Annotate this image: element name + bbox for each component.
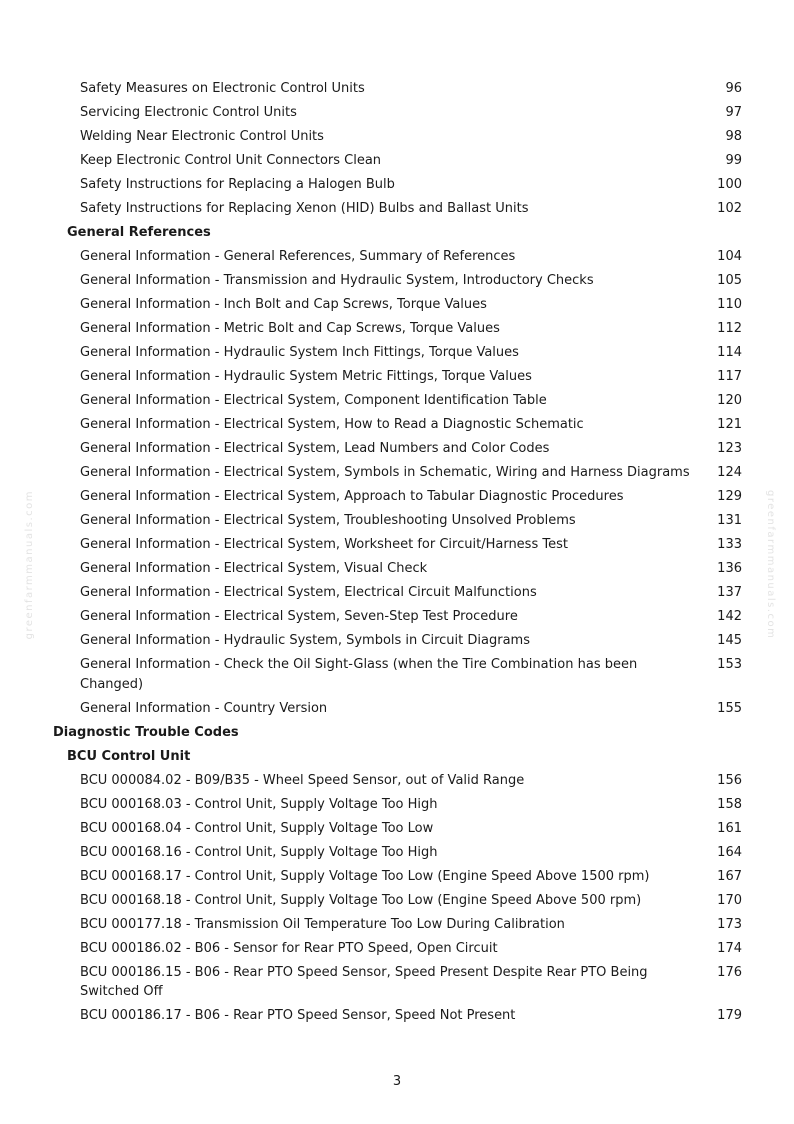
toc-entry-page: 176: [717, 964, 742, 980]
toc-entry-page: 104: [717, 249, 742, 264]
toc-entry[interactable]: [0, 697, 794, 721]
toc-entry-title: General Information - Transmission and Hydraulic System, Introductory Checks: [80, 273, 594, 288]
toc-entry[interactable]: [0, 77, 794, 101]
toc-entry[interactable]: [0, 125, 794, 149]
toc-entry-page: 156: [717, 772, 742, 788]
toc-entry[interactable]: [0, 461, 794, 485]
toc-entry[interactable]: [0, 913, 794, 937]
toc-entry-title: Safety Measures on Electronic Control Units: [80, 81, 365, 96]
toc-entry-title: Keep Electronic Control Unit Connectors Clean: [80, 153, 382, 168]
toc-entry-page: 145: [717, 633, 742, 648]
toc-entry-title: BCU 000168.04 - Control Unit, Supply Voltage Too Low: [80, 820, 434, 836]
toc-entry-title: BCU 000186.15 - B06 - Rear PTO Speed Sensor, Speed Present Despite Rear PTO Being Switched Off: [80, 964, 648, 999]
toc-entry-page: 153: [717, 657, 742, 672]
toc-entry-title: BCU 000186.17 - B06 - Rear PTO Speed Sensor, Speed Not Present: [80, 1008, 516, 1023]
toc-entry-title: BCU 000177.18 - Transmission Oil Temperature Too Low During Calibration: [80, 916, 565, 932]
toc-entry-page: 100: [717, 177, 742, 192]
toc-entry-page: 97: [725, 105, 742, 120]
toc-entry-page: 117: [717, 369, 742, 384]
toc-entry-page: 105: [717, 273, 742, 288]
toc-entry-title: General Information - Electrical System, Electrical Circuit Malfunctions: [80, 585, 537, 600]
toc-entry-page: 136: [717, 561, 742, 576]
toc-entry-title: General Information - Electrical System, Troubleshooting Unsolved Problems: [80, 513, 576, 528]
toc-entry[interactable]: [0, 509, 794, 533]
toc-entry[interactable]: [0, 173, 794, 197]
watermark-right: greenfarmmanuals.com: [765, 490, 776, 640]
toc-entry-page: 102: [717, 201, 742, 216]
toc-heading-title: General References: [67, 225, 211, 240]
toc-heading: [0, 721, 794, 745]
toc-entry-title: General Information - Hydraulic System, Symbols in Circuit Diagrams: [80, 633, 530, 648]
toc-entry-title: Welding Near Electronic Control Units: [80, 129, 324, 144]
toc-entry-title: General Information - Electrical System, How to Read a Diagnostic Schematic: [80, 417, 584, 432]
toc-entry-title: Safety Instructions for Replacing Xenon (HID) Bulbs and Ballast Units: [80, 201, 529, 216]
toc-entry[interactable]: [0, 889, 794, 913]
toc-entry-page: 173: [717, 916, 742, 932]
toc-entry[interactable]: [0, 149, 794, 173]
toc-entry-page: 131: [717, 513, 742, 528]
toc-entry[interactable]: [0, 629, 794, 653]
toc-entry-page: 121: [717, 417, 742, 432]
watermark-left: greenfarmmanuals.com: [24, 490, 35, 640]
toc-entry-title: General Information - Inch Bolt and Cap Screws, Torque Values: [80, 297, 487, 312]
toc-entry-title: General Information - Check the Oil Sight-Glass (when the Tire Combination has been Changed): [80, 657, 638, 692]
toc-entry-title: General Information - General References, Summary of References: [80, 249, 516, 264]
toc-entry-title: Servicing Electronic Control Units: [80, 105, 297, 120]
toc-entry[interactable]: [0, 413, 794, 437]
toc-entry-page: 158: [717, 796, 742, 812]
toc-entry-title: BCU 000186.02 - B06 - Sensor for Rear PTO Speed, Open Circuit: [80, 940, 498, 956]
toc-entry[interactable]: [0, 245, 794, 269]
toc-heading-title: Diagnostic Trouble Codes: [53, 724, 239, 740]
toc-heading: [0, 221, 794, 245]
toc-entry[interactable]: [0, 653, 794, 697]
toc-entry-page: 174: [717, 940, 742, 956]
toc-entry[interactable]: [0, 269, 794, 293]
toc-entry-page: 133: [717, 537, 742, 552]
toc-entry-page: 120: [717, 393, 742, 408]
toc-entry-title: General Information - Electrical System, Approach to Tabular Diagnostic Procedures: [80, 489, 624, 504]
toc-entry[interactable]: [0, 365, 794, 389]
table-of-contents: [0, 77, 794, 1028]
toc-entry[interactable]: [0, 605, 794, 629]
toc-entry-title: General Information - Electrical System, Seven-Step Test Procedure: [80, 609, 518, 624]
toc-entry-page: 164: [717, 844, 742, 860]
toc-entry-page: 142: [717, 609, 742, 624]
toc-entry-page: 170: [717, 892, 742, 908]
toc-entry[interactable]: [0, 557, 794, 581]
toc-entry-title: BCU 000168.17 - Control Unit, Supply Voltage Too Low (Engine Speed Above 1500 rpm): [80, 868, 650, 884]
toc-entry-page: 96: [725, 81, 742, 96]
toc-entry[interactable]: [0, 485, 794, 509]
toc-entry-page: 123: [717, 441, 742, 456]
toc-entry[interactable]: [0, 101, 794, 125]
toc-heading: [0, 745, 794, 769]
toc-entry-page: 137: [717, 585, 742, 600]
toc-entry[interactable]: [0, 317, 794, 341]
toc-entry[interactable]: [0, 389, 794, 413]
toc-entry[interactable]: [0, 793, 794, 817]
toc-entry-title: BCU 000168.18 - Control Unit, Supply Voltage Too Low (Engine Speed Above 500 rpm): [80, 892, 642, 908]
toc-entry[interactable]: [0, 341, 794, 365]
toc-entry[interactable]: [0, 961, 794, 1005]
toc-entry[interactable]: [0, 293, 794, 317]
toc-entry-page: 110: [717, 297, 742, 312]
toc-entry-page: 98: [725, 129, 742, 144]
toc-entry[interactable]: [0, 817, 794, 841]
page-number: 3: [392, 1074, 402, 1089]
toc-entry-title: General Information - Electrical System, Symbols in Schematic, Wiring and Harness Diagrams: [80, 465, 690, 480]
toc-entry-title: Safety Instructions for Replacing a Halogen Bulb: [80, 177, 395, 192]
toc-entry[interactable]: [0, 841, 794, 865]
toc-entry[interactable]: [0, 937, 794, 961]
toc-entry[interactable]: [0, 1004, 794, 1028]
toc-entry-page: 124: [717, 465, 742, 480]
toc-entry-title: General Information - Electrical System, Visual Check: [80, 561, 428, 576]
toc-entry-title: BCU 000168.16 - Control Unit, Supply Voltage Too High: [80, 844, 438, 860]
toc-entry-title: General Information - Electrical System, Worksheet for Circuit/Harness Test: [80, 537, 568, 552]
toc-entry-title: BCU 000084.02 - B09/B35 - Wheel Speed Sensor, out of Valid Range: [80, 772, 525, 788]
toc-entry[interactable]: [0, 533, 794, 557]
toc-heading-title: BCU Control Unit: [67, 748, 191, 764]
toc-entry[interactable]: [0, 437, 794, 461]
toc-entry-page: 161: [717, 820, 742, 836]
toc-entry-title: General Information - Hydraulic System Inch Fittings, Torque Values: [80, 345, 519, 360]
toc-entry-page: 99: [725, 153, 742, 168]
toc-entry[interactable]: [0, 865, 794, 889]
toc-entry-title: General Information - Hydraulic System Metric Fittings, Torque Values: [80, 369, 532, 384]
toc-entry[interactable]: [0, 769, 794, 793]
toc-entry[interactable]: [0, 197, 794, 221]
toc-entry-title: BCU 000168.03 - Control Unit, Supply Voltage Too High: [80, 796, 438, 812]
toc-entry-page: 129: [717, 489, 742, 504]
toc-entry-title: General Information - Metric Bolt and Cap Screws, Torque Values: [80, 321, 500, 336]
toc-entry-page: 179: [717, 1008, 742, 1023]
toc-entry-page: 112: [717, 321, 742, 336]
toc-entry-page: 167: [717, 868, 742, 884]
toc-entry-title: General Information - Country Version: [80, 700, 328, 716]
toc-entry-page: 114: [717, 345, 742, 360]
toc-entry-title: General Information - Electrical System, Component Identification Table: [80, 393, 547, 408]
toc-entry-page: 155: [717, 700, 742, 716]
toc-entry[interactable]: [0, 581, 794, 605]
toc-entry-title: General Information - Electrical System, Lead Numbers and Color Codes: [80, 441, 550, 456]
